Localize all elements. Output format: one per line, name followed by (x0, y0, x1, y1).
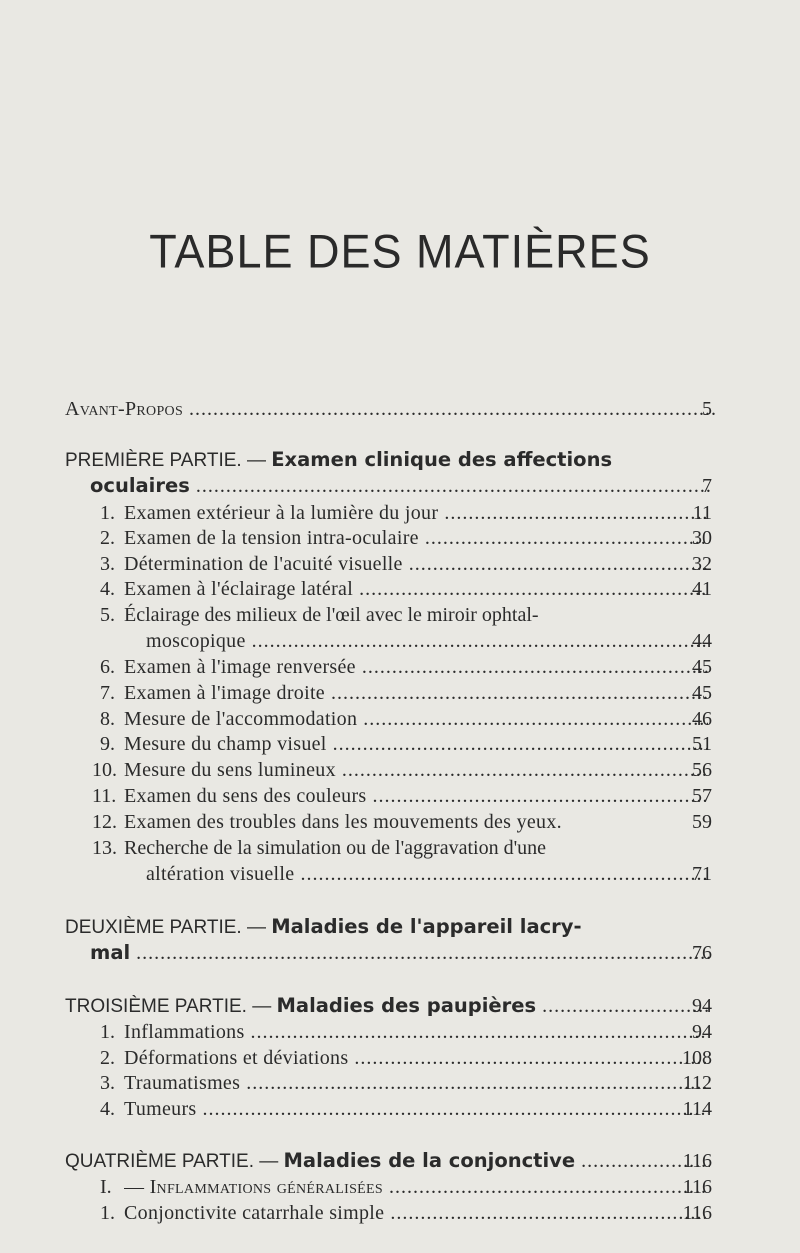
entry-page: 46 (692, 708, 712, 730)
entry-number: 7. (100, 682, 115, 704)
entry-number: 1. (100, 502, 115, 524)
toc-entry (0, 1095, 800, 1123)
entry-text: Traumatismes (124, 1072, 241, 1094)
entry-number: 1. (100, 1202, 115, 1224)
toc-entry (0, 834, 800, 862)
entry-page: 112 (682, 1072, 712, 1094)
part-title: Maladies de l'appareil lacry- (271, 915, 582, 938)
part-label: TROISIÈME PARTIE. — (65, 996, 277, 1017)
entry-number: 2. (100, 1047, 115, 1069)
entry-page: 45 (692, 656, 712, 678)
entry-text: Mesure du champ visuel (124, 733, 327, 755)
toc-entry-cont (0, 627, 800, 655)
part-title: Examen clinique des affections (271, 448, 613, 471)
entry-number: 10. (92, 759, 117, 781)
entry-text: Examen du sens des couleurs (124, 785, 367, 807)
entry-number: 6. (100, 656, 115, 678)
toc-entry (0, 575, 800, 603)
entry-page: 51 (692, 733, 712, 755)
toc-entry (0, 679, 800, 707)
part-title: Maladies des paupières (276, 994, 537, 1017)
entry-number: 8. (100, 708, 115, 730)
entry-page: 44 (692, 630, 712, 652)
entry-number: 4. (100, 1098, 115, 1120)
entry-text: Inflammations (124, 1021, 245, 1043)
toc-entry (0, 782, 800, 810)
toc-entry (0, 1044, 800, 1072)
entry-number: 9. (100, 733, 115, 755)
toc-entry-part-2-cont (0, 939, 800, 967)
entry-text: Tumeurs (124, 1098, 197, 1120)
entry-number: 4. (100, 578, 115, 600)
entry-page: 94 (692, 1021, 712, 1043)
part-title: oculaires (90, 474, 190, 497)
entry-text: Déformations et déviations (124, 1047, 349, 1069)
toc-entry (0, 730, 800, 758)
entry-number: 11. (92, 785, 117, 807)
entry-text: moscopique (146, 630, 246, 652)
toc-entry (0, 653, 800, 681)
entry-page: 30 (692, 527, 712, 549)
toc-entry (0, 1069, 800, 1097)
part-label: DEUXIÈME PARTIE. — (65, 917, 272, 938)
entry-text: Examen à l'éclairage latéral (124, 578, 354, 600)
entry-text: Mesure de l'accommodation (124, 708, 358, 730)
entry-page: 59 (692, 811, 712, 833)
page-title: TABLE DES MATIÈRES (149, 224, 651, 279)
entry-page: 5 (702, 398, 712, 420)
entry-page: 114 (682, 1098, 712, 1120)
entry-number: 3. (100, 553, 115, 575)
entry-page: 116 (682, 1176, 712, 1198)
entry-number: I. (100, 1176, 112, 1198)
toc-entry (0, 756, 800, 784)
entry-number: 12. (92, 811, 117, 833)
entry-page: 45 (692, 682, 712, 704)
part-title: Maladies de la conjonctive (283, 1149, 576, 1172)
toc-entry (0, 601, 800, 629)
entry-text: Examen de la tension intra-oculaire (124, 527, 419, 549)
entry-text: Détermination de l'acuité visuelle (124, 553, 403, 575)
entry-text: Examen à l'image droite (124, 682, 325, 704)
entry-text: Éclairage des milieux de l'œil avec le miroir ophtal- (124, 604, 539, 626)
entry-page: 56 (692, 759, 712, 781)
part-label: QUATRIÈME PARTIE. — (65, 1151, 284, 1172)
entry-text: Conjonctivite catarrhale simple (124, 1202, 385, 1224)
toc-entry (0, 705, 800, 733)
entry-page: 76 (692, 942, 712, 964)
part-label: PREMIÈRE PARTIE. — (65, 450, 272, 471)
toc-entry-part-1-cont (0, 472, 800, 500)
entry-page: 41 (692, 578, 712, 600)
toc-entry-part-3 (0, 992, 800, 1020)
toc-entry-part-2 (0, 913, 800, 941)
entry-page: 11 (692, 502, 712, 524)
entry-text: — Inflammations généralisées (124, 1176, 383, 1198)
entry-text: altération visuelle (146, 863, 295, 885)
toc-entry-part-1 (0, 446, 800, 474)
part-title: mal (90, 941, 131, 964)
entry-text: Mesure du sens lumineux (124, 759, 336, 781)
toc-entry (0, 499, 800, 527)
toc-entry (0, 550, 800, 578)
entry-page: 94 (692, 995, 712, 1017)
toc-entry (0, 1018, 800, 1046)
toc-entry-avant-propos (0, 395, 800, 423)
entry-text: Examen à l'image renversée (124, 656, 356, 678)
entry-page: 108 (682, 1047, 712, 1069)
entry-page: 57 (692, 785, 712, 807)
entry-page: 7 (702, 475, 712, 497)
entry-page: 116 (682, 1150, 712, 1172)
entry-number: 3. (100, 1072, 115, 1094)
entry-text: Avant-Propos (65, 398, 184, 420)
entry-number: 5. (100, 604, 115, 626)
entry-number: 1. (100, 1021, 115, 1043)
entry-page: 71 (692, 863, 712, 885)
entry-page: 116 (682, 1202, 712, 1224)
toc-entry (0, 808, 800, 836)
entry-text: Recherche de la simulation ou de l'aggravation d'une (124, 837, 547, 859)
entry-page: 32 (692, 553, 712, 575)
toc-entry-cont (0, 860, 800, 888)
entry-text: Examen des troubles dans les mouvements des yeux. (124, 811, 562, 833)
entry-number: 13. (92, 837, 117, 859)
entry-number: 2. (100, 527, 115, 549)
entry-text: Examen extérieur à la lumière du jour (124, 502, 439, 524)
toc-entry (0, 524, 800, 552)
